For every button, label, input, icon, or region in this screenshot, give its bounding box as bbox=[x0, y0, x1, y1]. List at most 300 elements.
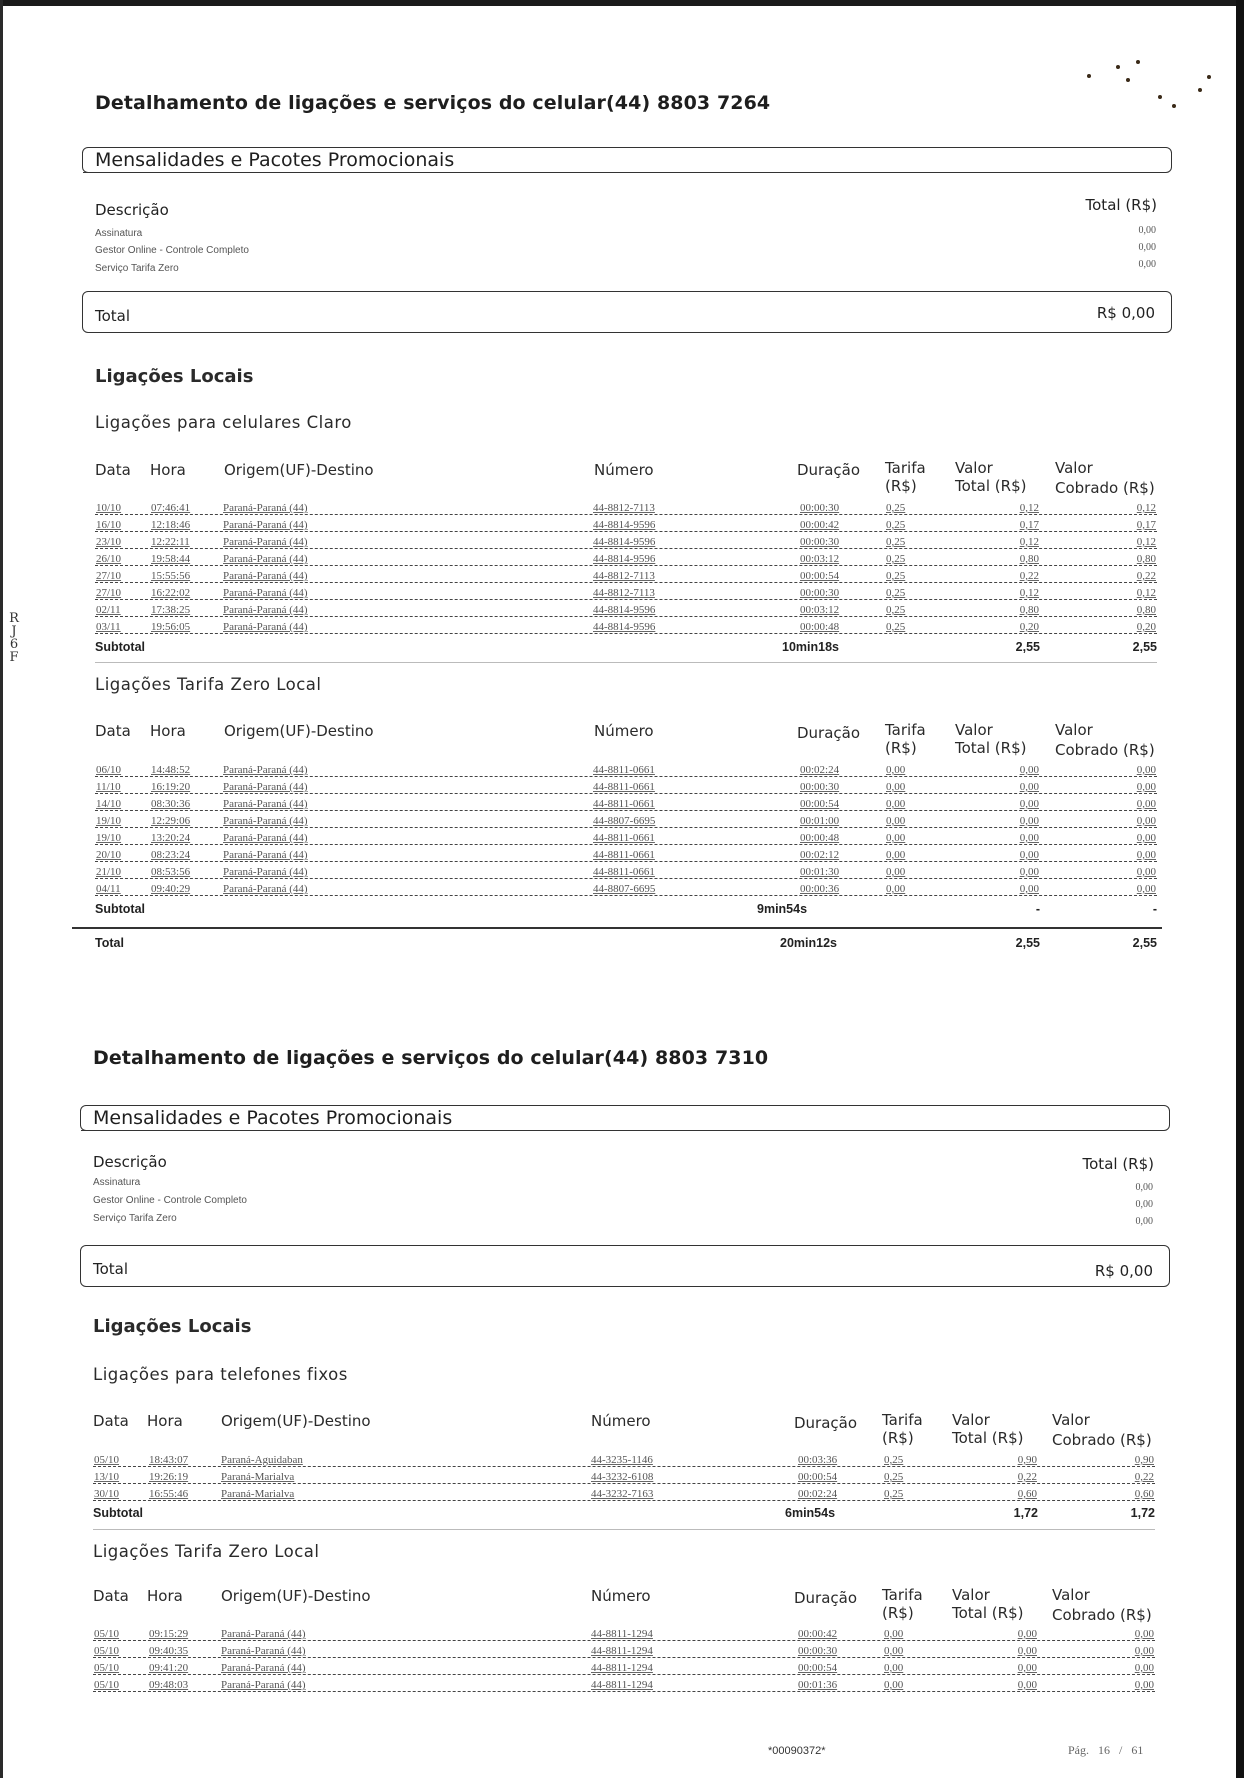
cell-duracao: 00:00:30 bbox=[799, 536, 854, 548]
cell-valor-total: 0,12 bbox=[995, 536, 1040, 548]
col-valor-cobrado-line2: Cobrado (R$) bbox=[1055, 479, 1155, 497]
cell-origem: Paraná-Paraná (44) bbox=[222, 553, 362, 565]
cell-numero: 44-8811-1294 bbox=[590, 1628, 675, 1640]
cell-origem: Paraná-Paraná (44) bbox=[222, 798, 362, 810]
cell-numero: 44-3232-7163 bbox=[590, 1488, 675, 1500]
divider bbox=[93, 1529, 1155, 1530]
cell-duracao: 00:00:48 bbox=[799, 832, 854, 844]
cell-hora: 17:38:25 bbox=[150, 604, 210, 616]
divider bbox=[83, 172, 483, 173]
dashed-leader bbox=[95, 844, 1157, 845]
col-valor-total bbox=[952, 1586, 1023, 1622]
cell-valor-cobrado: 0,20 bbox=[1112, 621, 1157, 633]
cell-valor-total: 0,00 bbox=[993, 1645, 1038, 1657]
col-valor-total bbox=[955, 721, 1026, 757]
col-valor-total-line2: Total (R$) bbox=[952, 1604, 1024, 1622]
cell-origem: Paraná-Paraná (44) bbox=[220, 1645, 360, 1657]
cell-tarifa: 0,25 bbox=[883, 1471, 911, 1483]
cell-hora: 15:55:56 bbox=[150, 570, 210, 582]
table-row bbox=[95, 533, 1157, 550]
cell-hora: 08:30:36 bbox=[150, 798, 210, 810]
cell-valor-total: 0,12 bbox=[995, 502, 1040, 514]
cell-tarifa: 0,25 bbox=[885, 621, 913, 633]
total-value: R$ 0,00 bbox=[1096, 304, 1155, 322]
total-row bbox=[95, 936, 1157, 954]
cell-duracao: 00:02:12 bbox=[799, 849, 854, 861]
page-number bbox=[1068, 1743, 1143, 1758]
cell-numero: 44-8811-0661 bbox=[592, 798, 677, 810]
cell-origem: Paraná-Paraná (44) bbox=[222, 849, 362, 861]
col-valor-total-line2: Total (R$) bbox=[952, 1429, 1024, 1447]
cell-valor-total: 0,00 bbox=[995, 764, 1040, 776]
table-row bbox=[93, 1468, 1155, 1485]
side-code-char: R bbox=[9, 611, 19, 626]
table-row bbox=[95, 550, 1157, 567]
cell-valor-total: 0,22 bbox=[993, 1471, 1038, 1483]
table-row bbox=[93, 1642, 1155, 1659]
dashed-leader bbox=[95, 514, 1157, 515]
table-row bbox=[95, 516, 1157, 533]
table-row bbox=[95, 778, 1157, 795]
subtotal-label: Subtotal bbox=[95, 640, 145, 654]
dashed-leader bbox=[95, 548, 1157, 549]
col-hora: Hora bbox=[147, 1587, 183, 1605]
page-label: Pág. bbox=[1068, 1743, 1089, 1757]
side-code-char: 6 bbox=[9, 637, 19, 652]
cell-tarifa: 0,00 bbox=[885, 781, 913, 793]
cell-numero: 44-8811-0661 bbox=[592, 832, 677, 844]
cell-valor-cobrado: 0,90 bbox=[1110, 1454, 1155, 1466]
total-label: Total bbox=[95, 307, 131, 325]
col-tarifa-line1: Tarifa bbox=[882, 1411, 923, 1429]
side-code-char: F bbox=[9, 650, 19, 665]
subtotal-label: Subtotal bbox=[95, 902, 145, 916]
col-valor-cobrado bbox=[1055, 459, 1155, 497]
cell-valor-cobrado: 0,12 bbox=[1112, 502, 1157, 514]
desc-item: Gestor Online - Controle Completo bbox=[93, 1195, 247, 1206]
table-row bbox=[95, 846, 1157, 863]
mensalidades-header-label: Mensalidades e Pacotes Promocionais bbox=[95, 149, 455, 171]
cell-duracao: 00:00:30 bbox=[797, 1645, 852, 1657]
col-tarifa-line2: (R$) bbox=[882, 1604, 914, 1622]
cell-data: 04/11 bbox=[95, 883, 131, 895]
table-row bbox=[93, 1676, 1155, 1693]
total-rs-label: Total (R$) bbox=[1082, 1155, 1154, 1173]
desc-item: Serviço Tarifa Zero bbox=[93, 1213, 177, 1224]
table-row bbox=[93, 1451, 1155, 1468]
cell-valor-cobrado: 0,12 bbox=[1112, 536, 1157, 548]
desc-value: 0,00 bbox=[1138, 225, 1156, 236]
cell-data: 23/10 bbox=[95, 536, 131, 548]
cell-data: 19/10 bbox=[95, 832, 131, 844]
cell-numero: 44-8807-6695 bbox=[592, 883, 677, 895]
col-numero: Número bbox=[594, 722, 654, 740]
total-rs-label: Total (R$) bbox=[1085, 196, 1157, 214]
cell-data: 27/10 bbox=[95, 587, 131, 599]
cell-tarifa: 0,25 bbox=[885, 536, 913, 548]
cell-numero: 44-8811-0661 bbox=[592, 866, 677, 878]
dashed-leader bbox=[95, 565, 1157, 566]
table-row bbox=[93, 1659, 1155, 1676]
cell-origem: Paraná-Paraná (44) bbox=[222, 764, 362, 776]
subtotal-row bbox=[95, 640, 1157, 658]
cell-data: 05/10 bbox=[93, 1454, 129, 1466]
cell-valor-total: 0,80 bbox=[995, 604, 1040, 616]
cell-valor-total: 0,00 bbox=[995, 849, 1040, 861]
subtotal-valor-cobrado: 1,72 bbox=[1130, 1506, 1155, 1520]
col-tarifa bbox=[882, 1586, 923, 1622]
desc-value: 0,00 bbox=[1138, 242, 1156, 253]
col-duracao: Duração bbox=[797, 461, 861, 479]
col-valor-total-line1: Valor bbox=[955, 459, 993, 477]
table-row bbox=[93, 1485, 1155, 1502]
table-row bbox=[95, 567, 1157, 584]
cell-duracao: 00:00:36 bbox=[799, 883, 854, 895]
cell-hora: 19:26:19 bbox=[148, 1471, 208, 1483]
col-tarifa bbox=[885, 721, 926, 757]
col-valor-total bbox=[955, 459, 1026, 495]
cell-tarifa: 0,00 bbox=[885, 815, 913, 827]
cell-numero: 44-8814-9596 bbox=[592, 536, 677, 548]
col-numero: Número bbox=[594, 461, 654, 479]
cell-data: 02/11 bbox=[95, 604, 131, 616]
col-valor-total-line1: Valor bbox=[952, 1411, 990, 1429]
cell-tarifa: 0,00 bbox=[885, 832, 913, 844]
dashed-leader bbox=[93, 1657, 1155, 1658]
subtotal-valor-total: 1,72 bbox=[1013, 1506, 1038, 1520]
col-valor-cobrado-line2: Cobrado (R$) bbox=[1055, 741, 1155, 759]
cell-valor-cobrado: 0,00 bbox=[1110, 1679, 1155, 1691]
cell-data: 27/10 bbox=[95, 570, 131, 582]
dashed-leader bbox=[93, 1500, 1155, 1501]
cell-valor-total: 0,00 bbox=[995, 798, 1040, 810]
cell-valor-total: 0,00 bbox=[995, 866, 1040, 878]
dashed-leader bbox=[93, 1691, 1155, 1692]
cell-tarifa: 0,25 bbox=[885, 553, 913, 565]
dashed-leader bbox=[95, 599, 1157, 600]
cell-valor-total: 0,00 bbox=[993, 1662, 1038, 1674]
cell-data: 16/10 bbox=[95, 519, 131, 531]
table-row bbox=[95, 618, 1157, 635]
cell-valor-cobrado: 0,00 bbox=[1112, 866, 1157, 878]
cell-hora: 18:43:07 bbox=[148, 1454, 208, 1466]
cell-valor-cobrado: 0,17 bbox=[1112, 519, 1157, 531]
cell-valor-total: 0,22 bbox=[995, 570, 1040, 582]
col-origem: Origem(UF)-Destino bbox=[224, 461, 374, 479]
cell-tarifa: 0,25 bbox=[885, 519, 913, 531]
cell-data: 21/10 bbox=[95, 866, 131, 878]
scan-frame-right bbox=[1236, 0, 1244, 1778]
col-data: Data bbox=[95, 461, 131, 479]
dashed-leader bbox=[95, 827, 1157, 828]
col-duracao: Duração bbox=[797, 724, 861, 742]
cell-numero: 44-8811-0661 bbox=[592, 764, 677, 776]
cell-tarifa: 0,25 bbox=[883, 1454, 911, 1466]
cell-numero: 44-8811-1294 bbox=[590, 1645, 675, 1657]
divider bbox=[72, 927, 1162, 929]
cell-valor-total: 0,20 bbox=[995, 621, 1040, 633]
cell-duracao: 00:00:48 bbox=[799, 621, 854, 633]
cell-data: 06/10 bbox=[95, 764, 131, 776]
col-valor-cobrado-line2: Cobrado (R$) bbox=[1052, 1606, 1152, 1624]
subtotal-duracao: 6min54s bbox=[785, 1506, 836, 1520]
cell-tarifa: 0,00 bbox=[885, 883, 913, 895]
cell-valor-cobrado: 0,00 bbox=[1112, 815, 1157, 827]
cell-duracao: 00:01:00 bbox=[799, 815, 854, 827]
cell-tarifa: 0,00 bbox=[885, 798, 913, 810]
total-label: Total bbox=[95, 936, 124, 950]
cell-valor-cobrado: 0,22 bbox=[1110, 1471, 1155, 1483]
descricao-label: Descrição bbox=[95, 201, 169, 219]
cell-valor-total: 0,00 bbox=[995, 815, 1040, 827]
cell-hora: 16:55:46 bbox=[148, 1488, 208, 1500]
cell-origem: Paraná-Aguidaban bbox=[220, 1454, 360, 1466]
mensalidades-total-box bbox=[80, 1245, 1170, 1287]
cell-numero: 44-8807-6695 bbox=[592, 815, 677, 827]
cell-valor-cobrado: 0,00 bbox=[1112, 798, 1157, 810]
col-valor-cobrado bbox=[1052, 1586, 1152, 1624]
cell-hora: 12:29:06 bbox=[150, 815, 210, 827]
cell-numero: 44-8812-7113 bbox=[592, 570, 677, 582]
scan-frame-left bbox=[0, 0, 3, 1778]
col-tarifa-line2: (R$) bbox=[882, 1429, 914, 1447]
col-tarifa bbox=[882, 1411, 923, 1447]
desc-value: 0,00 bbox=[1138, 259, 1156, 270]
cell-valor-total: 0,00 bbox=[995, 883, 1040, 895]
cell-valor-cobrado: 0,00 bbox=[1112, 781, 1157, 793]
cell-numero: 44-8811-0661 bbox=[592, 849, 677, 861]
desc-value: 0,00 bbox=[1135, 1199, 1153, 1210]
dashed-leader bbox=[95, 878, 1157, 879]
col-valor-total-line1: Valor bbox=[955, 721, 993, 739]
table-row bbox=[95, 863, 1157, 880]
col-tarifa-line1: Tarifa bbox=[885, 721, 926, 739]
desc-item: Serviço Tarifa Zero bbox=[95, 263, 179, 274]
cell-origem: Paraná-Paraná (44) bbox=[220, 1679, 360, 1691]
cell-data: 05/10 bbox=[93, 1628, 129, 1640]
cell-data: 10/10 bbox=[95, 502, 131, 514]
cell-tarifa: 0,00 bbox=[885, 764, 913, 776]
cell-duracao: 00:03:12 bbox=[799, 553, 854, 565]
page-current: 16 / bbox=[1098, 1743, 1123, 1757]
dashed-leader bbox=[95, 633, 1157, 634]
scan-dot-pattern bbox=[1080, 40, 1210, 120]
cell-numero: 44-8814-9596 bbox=[592, 519, 677, 531]
col-origem: Origem(UF)-Destino bbox=[221, 1412, 371, 1430]
divider bbox=[95, 662, 1157, 663]
dashed-leader bbox=[93, 1466, 1155, 1467]
col-valor-total-line1: Valor bbox=[952, 1586, 990, 1604]
subtotal-duracao: 9min54s bbox=[757, 902, 808, 916]
cell-duracao: 00:00:30 bbox=[799, 587, 854, 599]
mensalidades-header-label: Mensalidades e Pacotes Promocionais bbox=[93, 1107, 453, 1129]
cell-data: 05/10 bbox=[93, 1662, 129, 1674]
col-tarifa bbox=[885, 459, 926, 495]
mensalidades-header bbox=[80, 1105, 1170, 1131]
subtotal-valor-cobrado: - bbox=[1152, 902, 1157, 916]
subtotal-row bbox=[95, 902, 1157, 920]
cell-numero: 44-8812-7113 bbox=[592, 502, 677, 514]
cell-valor-total: 0,17 bbox=[995, 519, 1040, 531]
dashed-leader bbox=[93, 1640, 1155, 1641]
col-data: Data bbox=[95, 722, 131, 740]
cell-valor-total: 0,60 bbox=[993, 1488, 1038, 1500]
table-row bbox=[95, 829, 1157, 846]
cell-tarifa: 0,25 bbox=[883, 1488, 911, 1500]
table-row bbox=[95, 601, 1157, 618]
cell-hora: 16:19:20 bbox=[150, 781, 210, 793]
cell-duracao: 00:00:54 bbox=[799, 570, 854, 582]
dashed-leader bbox=[95, 776, 1157, 777]
cell-origem: Paraná-Paraná (44) bbox=[222, 621, 362, 633]
cell-duracao: 00:02:24 bbox=[799, 764, 854, 776]
cell-valor-cobrado: 0,00 bbox=[1112, 849, 1157, 861]
cell-numero: 44-3235-1146 bbox=[590, 1454, 675, 1466]
desc-value: 0,00 bbox=[1135, 1182, 1153, 1193]
group-title: Ligações Tarifa Zero Local bbox=[95, 675, 322, 694]
cell-numero: 44-8812-7113 bbox=[592, 587, 677, 599]
cell-valor-cobrado: 0,00 bbox=[1110, 1628, 1155, 1640]
cell-tarifa: 0,00 bbox=[883, 1662, 911, 1674]
side-code bbox=[7, 612, 21, 664]
cell-valor-total: 0,80 bbox=[995, 553, 1040, 565]
cell-hora: 09:48:03 bbox=[148, 1679, 208, 1691]
col-numero: Número bbox=[591, 1412, 651, 1430]
col-valor-cobrado-line1: Valor bbox=[1052, 1586, 1090, 1604]
total-valor-total: 2,55 bbox=[1015, 936, 1040, 950]
cell-duracao: 00:02:24 bbox=[797, 1488, 852, 1500]
subtotal-duracao: 10min18s bbox=[782, 640, 839, 654]
col-data: Data bbox=[93, 1412, 129, 1430]
cell-origem: Paraná-Paraná (44) bbox=[220, 1628, 360, 1640]
col-origem: Origem(UF)-Destino bbox=[224, 722, 374, 740]
cell-origem: Paraná-Paraná (44) bbox=[222, 815, 362, 827]
cell-numero: 44-3232-6108 bbox=[590, 1471, 675, 1483]
col-valor-cobrado bbox=[1055, 721, 1155, 759]
dashed-leader bbox=[93, 1674, 1155, 1675]
cell-valor-cobrado: 0,00 bbox=[1112, 832, 1157, 844]
cell-origem: Paraná-Paraná (44) bbox=[222, 536, 362, 548]
cell-numero: 44-8811-0661 bbox=[592, 781, 677, 793]
cell-numero: 44-8814-9596 bbox=[592, 604, 677, 616]
col-valor-total-line2: Total (R$) bbox=[955, 477, 1027, 495]
total-valor-cobrado: 2,55 bbox=[1132, 936, 1157, 950]
cell-data: 05/10 bbox=[93, 1679, 129, 1691]
col-tarifa-line1: Tarifa bbox=[882, 1586, 923, 1604]
cell-valor-cobrado: 0,80 bbox=[1112, 604, 1157, 616]
cell-hora: 13:20:24 bbox=[150, 832, 210, 844]
col-duracao: Duração bbox=[794, 1589, 858, 1607]
table-row bbox=[93, 1625, 1155, 1642]
cell-origem: Paraná-Paraná (44) bbox=[222, 502, 362, 514]
dashed-leader bbox=[95, 810, 1157, 811]
cell-valor-total: 0,00 bbox=[995, 832, 1040, 844]
col-valor-total-line2: Total (R$) bbox=[955, 739, 1027, 757]
dashed-leader bbox=[95, 895, 1157, 896]
cell-numero: 44-8814-9596 bbox=[592, 621, 677, 633]
table-row bbox=[95, 880, 1157, 897]
col-tarifa-line2: (R$) bbox=[885, 739, 917, 757]
cell-hora: 19:56:05 bbox=[150, 621, 210, 633]
col-valor-cobrado-line1: Valor bbox=[1055, 459, 1093, 477]
cell-origem: Paraná-Marialva bbox=[220, 1471, 360, 1483]
desc-item: Assinatura bbox=[95, 228, 143, 239]
dashed-leader bbox=[95, 531, 1157, 532]
cell-valor-cobrado: 0,22 bbox=[1112, 570, 1157, 582]
cell-data: 13/10 bbox=[93, 1471, 129, 1483]
col-numero: Número bbox=[591, 1587, 651, 1605]
cell-hora: 12:18:46 bbox=[150, 519, 210, 531]
cell-data: 20/10 bbox=[95, 849, 131, 861]
page-total: 61 bbox=[1131, 1743, 1144, 1757]
mensalidades-header bbox=[82, 147, 1172, 173]
cell-hora: 19:58:44 bbox=[150, 553, 210, 565]
cell-origem: Paraná-Paraná (44) bbox=[222, 604, 362, 616]
subtotal-valor-total: - bbox=[1035, 902, 1040, 916]
cell-origem: Paraná-Paraná (44) bbox=[220, 1662, 360, 1674]
total-value: R$ 0,00 bbox=[1094, 1262, 1153, 1280]
cell-valor-total: 0,12 bbox=[995, 587, 1040, 599]
side-code-char: J bbox=[11, 624, 17, 639]
cell-origem: Paraná-Paraná (44) bbox=[222, 519, 362, 531]
desc-item: Assinatura bbox=[93, 1177, 141, 1188]
cell-tarifa: 0,00 bbox=[885, 866, 913, 878]
cell-tarifa: 0,00 bbox=[883, 1645, 911, 1657]
divider bbox=[81, 1130, 481, 1131]
table-row bbox=[95, 761, 1157, 778]
group-title: Ligações Tarifa Zero Local bbox=[93, 1542, 320, 1561]
cell-tarifa: 0,25 bbox=[885, 502, 913, 514]
subtotal-label: Subtotal bbox=[93, 1506, 143, 1520]
subtotal-valor-cobrado: 2,55 bbox=[1132, 640, 1157, 654]
subtotal-valor-total: 2,55 bbox=[1015, 640, 1040, 654]
cell-numero: 44-8814-9596 bbox=[592, 553, 677, 565]
cell-data: 30/10 bbox=[93, 1488, 129, 1500]
col-valor-cobrado-line1: Valor bbox=[1052, 1411, 1090, 1429]
col-tarifa-line2: (R$) bbox=[885, 477, 917, 495]
mensalidades-total-box bbox=[82, 291, 1172, 333]
cell-origem: Paraná-Paraná (44) bbox=[222, 883, 362, 895]
ligacoes-locais-title: Ligações Locais bbox=[93, 1316, 252, 1337]
col-data: Data bbox=[93, 1587, 129, 1605]
section-title: Detalhamento de ligações e serviços do celular(44) 8803 7310 bbox=[93, 1047, 769, 1069]
cell-duracao: 00:00:54 bbox=[797, 1662, 852, 1674]
cell-hora: 14:48:52 bbox=[150, 764, 210, 776]
cell-duracao: 00:00:30 bbox=[799, 781, 854, 793]
cell-duracao: 00:01:36 bbox=[797, 1679, 852, 1691]
table-row bbox=[95, 584, 1157, 601]
cell-valor-cobrado: 0,00 bbox=[1110, 1662, 1155, 1674]
cell-data: 05/10 bbox=[93, 1645, 129, 1657]
cell-tarifa: 0,25 bbox=[885, 604, 913, 616]
col-tarifa-line1: Tarifa bbox=[885, 459, 926, 477]
cell-tarifa: 0,00 bbox=[883, 1628, 911, 1640]
col-valor-cobrado-line1: Valor bbox=[1055, 721, 1093, 739]
total-label: Total bbox=[93, 1260, 129, 1278]
cell-hora: 08:53:56 bbox=[150, 866, 210, 878]
cell-valor-total: 0,00 bbox=[993, 1679, 1038, 1691]
dashed-leader bbox=[95, 793, 1157, 794]
cell-origem: Paraná-Paraná (44) bbox=[222, 587, 362, 599]
col-duracao: Duração bbox=[794, 1414, 858, 1432]
cell-valor-cobrado: 0,00 bbox=[1112, 883, 1157, 895]
cell-hora: 09:40:35 bbox=[148, 1645, 208, 1657]
col-hora: Hora bbox=[150, 461, 186, 479]
cell-duracao: 00:00:54 bbox=[799, 798, 854, 810]
cell-numero: 44-8811-1294 bbox=[590, 1679, 675, 1691]
desc-value: 0,00 bbox=[1135, 1216, 1153, 1227]
cell-hora: 09:40:29 bbox=[150, 883, 210, 895]
